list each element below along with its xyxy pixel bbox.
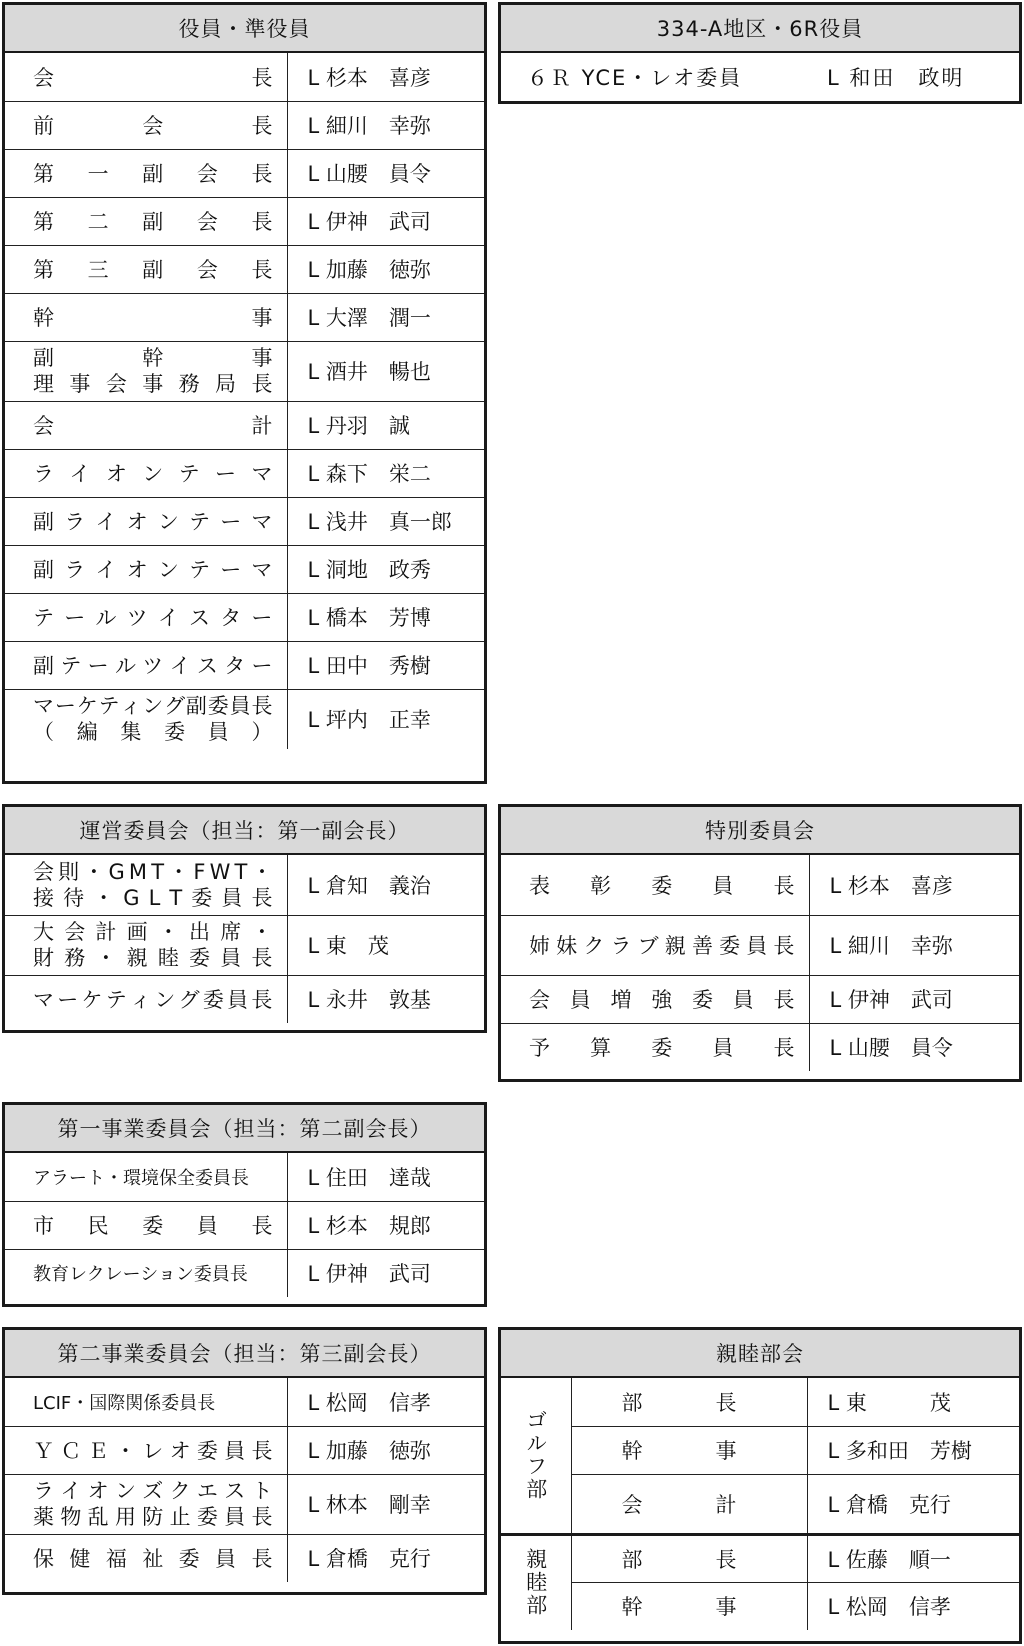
role-label: ラ イ オ ン テ ー マ — [33, 462, 273, 486]
member-name: L 橋本 芳博 — [287, 593, 484, 641]
member-name: L 洞地 政秀 — [287, 545, 484, 593]
role-label: 第 二 副 会 長 — [33, 210, 273, 234]
role-label: Ｙ Ｃ Ｅ ・ レ オ 委 員 長 — [33, 1439, 273, 1463]
role-label: 会 則 ・ G M T ・ F W T ・ — [33, 859, 273, 884]
table-row — [5, 101, 484, 149]
project1-table — [5, 1153, 484, 1297]
role-label: ６Ｒ YCE・レオ委員 — [527, 66, 743, 90]
role-cell — [5, 53, 287, 101]
role-label: アラート・環境保全委員長 — [33, 1167, 249, 1189]
table-row — [501, 53, 1019, 101]
project2-title: 第二事業委員会（担当：第三副会長） — [5, 1330, 484, 1378]
member-name: L 丹羽 誠 — [287, 401, 484, 449]
table-row — [501, 855, 1019, 915]
role-cell — [5, 1201, 287, 1249]
project2-panel — [2, 1327, 487, 1595]
table-row — [5, 449, 484, 497]
table-row — [5, 341, 484, 401]
operations-panel — [2, 804, 487, 1033]
role-label: ラ イ オ ン ズ ク エ ス ト — [33, 1479, 273, 1503]
table-row — [5, 1153, 484, 1201]
member-name: L 山腰 員令 — [287, 149, 484, 197]
role-label: 表 彰 委 員 長 — [529, 873, 795, 898]
table-row — [501, 1023, 1019, 1071]
role-cell — [5, 915, 287, 975]
member-name: L 林本 剛幸 — [287, 1474, 484, 1534]
role-cell — [5, 641, 287, 689]
role-cell — [5, 1534, 287, 1582]
table-row — [501, 1378, 1019, 1426]
role-cell — [571, 1582, 807, 1630]
table-row — [5, 975, 484, 1023]
member-name: L 細川 幸弥 — [809, 915, 1019, 975]
table-row — [5, 401, 484, 449]
role-cell — [5, 197, 287, 245]
member-name: L 山腰 員令 — [809, 1023, 1019, 1071]
group-label-cell — [501, 1378, 571, 1534]
role-cell — [5, 1153, 287, 1201]
role-cell — [5, 245, 287, 293]
table-row — [5, 1534, 484, 1582]
member-name: L 永井 敦基 — [287, 975, 484, 1023]
role-label-line2: 接 待 ・ G L T 委 員 長 — [33, 885, 273, 910]
role-label-line2: 理 事 会 事 務 局 長 — [33, 372, 273, 396]
member-name: L 倉知 義治 — [307, 873, 431, 898]
role-label: LCIF・国際関係委員長 — [33, 1392, 216, 1414]
role-label: 会 員 増 強 委 員 長 — [529, 988, 795, 1012]
officers-table — [5, 53, 484, 749]
special-title: 特別委員会 — [501, 807, 1019, 855]
role-cell — [501, 975, 809, 1023]
role-cell — [571, 1474, 807, 1534]
member-name: L 住田 達哉 — [307, 1165, 431, 1190]
member-name: L 倉橋 克行 — [287, 1534, 484, 1582]
special-table — [501, 855, 1019, 1071]
table-row — [501, 1474, 1019, 1534]
officers-panel — [2, 2, 487, 784]
role-label-line2: 財 務 ・ 親 睦 委 員 長 — [33, 946, 273, 970]
role-label: 予 算 委 員 長 — [529, 1036, 795, 1061]
table-row — [501, 1582, 1019, 1630]
role-label: 幹 事 — [621, 1595, 737, 1620]
role-cell — [5, 401, 287, 449]
role-cell — [5, 497, 287, 545]
role-label: 副 幹 事 — [33, 346, 273, 370]
role-label: 前 会 長 — [33, 114, 273, 138]
role-cell — [5, 545, 287, 593]
table-row — [5, 915, 484, 975]
role-label: マ ー ケ テ ィ ン グ 委 員 長 — [33, 988, 273, 1013]
member-name: L 和田 政明 — [827, 66, 965, 90]
table-row — [5, 149, 484, 197]
friendship-table — [501, 1378, 1019, 1630]
role-cell — [5, 975, 287, 1023]
role-cell — [571, 1426, 807, 1474]
role-cell — [5, 1378, 287, 1426]
role-label: 副 テ ー ル ツ イ ス タ ー — [33, 654, 273, 678]
operations-title: 運営委員会（担当：第一副会長） — [5, 807, 484, 855]
member-name: L 倉橋 克行 — [807, 1474, 1019, 1534]
role-label: 会 長 — [33, 65, 273, 90]
role-cell — [5, 1474, 287, 1534]
role-label: 大 会 計 画 ・ 出 席 ・ — [33, 920, 273, 944]
member-name: L 加藤 徳弥 — [287, 245, 484, 293]
role-label: 市 民 委 員 長 — [33, 1214, 273, 1238]
role-cell — [501, 1023, 809, 1071]
project1-panel — [2, 1102, 487, 1307]
role-cell — [5, 689, 287, 749]
member-name: L 東 茂 — [287, 915, 484, 975]
role-label: 会 計 — [621, 1492, 737, 1517]
operations-table — [5, 855, 484, 1023]
table-row — [5, 593, 484, 641]
member-name: L 杉本 規郎 — [287, 1201, 484, 1249]
role-cell — [501, 915, 809, 975]
table-row — [501, 1426, 1019, 1474]
table-row — [5, 1249, 484, 1297]
role-label: 副 ラ イ オ ン テ ー マ — [33, 558, 273, 582]
district-table — [501, 53, 1019, 101]
role-cell — [5, 855, 287, 915]
role-cell — [5, 149, 287, 197]
role-label-line2: 薬 物 乱 用 防 止 委 員 長 — [33, 1505, 273, 1529]
member-name: L 酒井 暢也 — [287, 341, 484, 401]
member-name: L 伊神 武司 — [287, 197, 484, 245]
member-name: L 松岡 信孝 — [807, 1582, 1019, 1630]
table-row — [5, 497, 484, 545]
role-label: 幹 事 — [33, 306, 273, 330]
member-name: L 多和田 芳樹 — [807, 1426, 1019, 1474]
member-name: L 東 茂 — [827, 1390, 951, 1415]
table-row — [501, 915, 1019, 975]
member-name: L 森下 栄二 — [287, 449, 484, 497]
member-name: L 伊神 武司 — [287, 1249, 484, 1297]
table-row — [5, 197, 484, 245]
role-cell — [5, 101, 287, 149]
table-row — [5, 689, 484, 749]
table-row — [5, 53, 484, 101]
table-row — [501, 975, 1019, 1023]
group-label-cell — [501, 1534, 571, 1630]
member-name: L 加藤 徳弥 — [287, 1426, 484, 1474]
table-row — [5, 545, 484, 593]
group-label: ゴルフ部 — [523, 1409, 548, 1502]
project2-table — [5, 1378, 484, 1582]
role-label: 保 健 福 祉 委 員 長 — [33, 1547, 273, 1572]
member-name: L 田中 秀樹 — [287, 641, 484, 689]
member-name: L 松岡 信孝 — [307, 1390, 431, 1415]
role-label: 教育レクレーション委員長 — [33, 1264, 248, 1286]
member-name: L 大澤 潤一 — [287, 293, 484, 341]
table-row — [5, 245, 484, 293]
member-name: L 佐藤 順一 — [807, 1534, 1019, 1582]
table-row — [5, 855, 484, 915]
role-cell — [5, 1249, 287, 1297]
role-label: 会 計 — [33, 414, 273, 438]
role-label: 副 ラ イ オ ン テ ー マ — [33, 510, 273, 534]
role-cell — [5, 449, 287, 497]
member-name: L 杉本 喜彦 — [307, 65, 431, 90]
role-cell — [5, 293, 287, 341]
role-label: 第 三 副 会 長 — [33, 258, 273, 282]
role-label: 部 長 — [621, 1547, 737, 1572]
role-label: マ ー ケ テ ィ ン グ 副 委 員 長 — [33, 694, 273, 719]
table-row — [5, 1474, 484, 1534]
member-name: L 細川 幸弥 — [287, 101, 484, 149]
table-row — [5, 641, 484, 689]
role-cell — [5, 593, 287, 641]
member-name: L 坪内 正幸 — [287, 689, 484, 749]
table-row — [5, 1426, 484, 1474]
table-row — [5, 1201, 484, 1249]
table-row — [5, 293, 484, 341]
role-cell — [5, 1426, 287, 1474]
role-label: 姉 妹 ク ラ ブ 親 善 委 員 長 — [529, 934, 795, 958]
role-label-line2: （ 編 集 委 員 ） — [33, 720, 273, 745]
district-title: 334-A地区・6R役員 — [501, 5, 1019, 53]
district-row-cell — [501, 53, 1019, 101]
role-cell — [571, 1378, 807, 1426]
role-label: 第 一 副 会 長 — [33, 162, 273, 186]
special-panel — [498, 804, 1022, 1082]
member-name: L 伊神 武司 — [809, 975, 1019, 1023]
group-label: 親睦部 — [523, 1548, 548, 1618]
role-label: 幹 事 — [621, 1439, 737, 1463]
role-cell — [571, 1534, 807, 1582]
friendship-panel — [498, 1327, 1022, 1644]
member-name: L 浅井 真一郎 — [287, 497, 484, 545]
member-name: L 杉本 喜彦 — [829, 873, 953, 898]
project1-title: 第一事業委員会（担当：第二副会長） — [5, 1105, 484, 1153]
district-panel — [498, 2, 1022, 104]
officers-title: 役員・準役員 — [5, 5, 484, 53]
role-label: テ ー ル ツ イ ス タ ー — [33, 606, 273, 630]
role-label: 部 長 — [621, 1390, 737, 1415]
role-cell — [5, 341, 287, 401]
friendship-title: 親睦部会 — [501, 1330, 1019, 1378]
role-cell — [501, 855, 809, 915]
table-row — [501, 1534, 1019, 1582]
table-row — [5, 1378, 484, 1426]
